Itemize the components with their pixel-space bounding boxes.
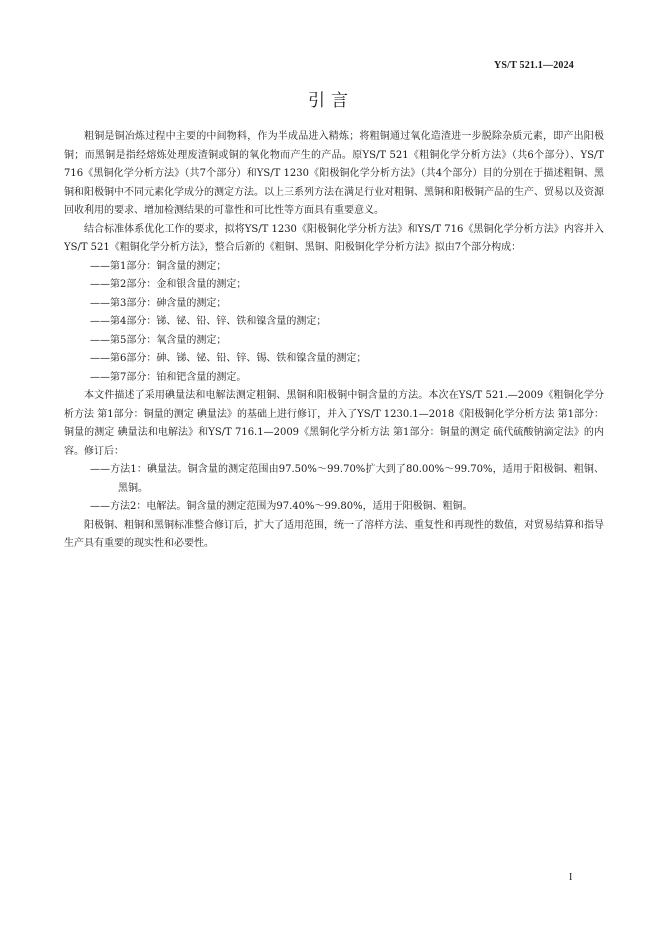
part-list-item: ——第4部分：锑、铋、铅、锌、铁和镍含量的测定；: [90, 316, 327, 327]
paragraph-conclusion: 阳极铜、粗铜和黑铜标准整合修订后，扩大了适用范围，统一了溶样方法、重复性和再现性的数值，对贸易结算和指导生产具有重要的现实性和必要性。: [64, 519, 604, 549]
standard-number: YS/T 521.1—2024: [493, 60, 574, 71]
part-list-item: ——第1部分：铜含量的测定；: [90, 260, 227, 272]
document-body: [64, 128, 604, 554]
page-number: I: [569, 872, 573, 883]
method-list-item: ——方法1：碘量法。铜含量的测定范围由97.50%～99.70%扩大到了80.00%～99.70%，适用于阳极铜、粗铜、黑铜。: [90, 464, 604, 494]
part-list-item: ——第3部分：砷含量的测定；: [90, 297, 227, 309]
part-list-item: ——第2部分：金和银含量的测定；: [90, 279, 247, 290]
paragraph-integration: 结合标准体系优化工作的要求，拟将YS/T 1230《阳极铜化学分析方法》和YS/T 716《黑铜化学分析方法》内容并入YS/T 521《粗铜化学分析方法》，整合后新的《粗铜、黑铜、阳极铜化学分析方法》拟由7个部分构成：: [64, 223, 604, 253]
paragraph-background: 粗铜是铜冶炼过程中主要的中间物料，作为半成品进入精炼；将粗铜通过氧化造渣进一步脱除杂质元素，即产出阳极铜；而黑铜是指经熔炼处理废渣铜或铜的氧化物而产生的产品。原YS/T 521《粗铜化学分析方法》（共6个部分）、YS/T 716《黑铜化学分析方法》（共7个部分）和YS/T 1230《阳极铜化学分析方法》（共4个部分）目的分别在于描述粗铜、黑铜和阳极铜中不同元素化学成分的测定方法。以上三系列方法在满足行业对粗铜、黑铜和阳极铜产品的生产、贸易以及资源回收利用的要求、增加检测结果的可靠性和可比性等方面具有重要意义。: [64, 131, 604, 216]
part-list-item: ——第7部分：铂和钯含量的测定。: [90, 371, 247, 383]
part-list-item: ——第5部分：氧含量的测定；: [90, 334, 227, 346]
method-list-item: ——方法2：电解法。铜含量的测定范围为97.40%～99.80%，适用于阳极铜、粗铜。: [90, 501, 473, 512]
part-list-item: ——第6部分：砷、锑、铋、铅、锌、锡、铁和镍含量的测定；: [90, 353, 367, 364]
page-title: 引言: [308, 91, 354, 111]
paragraph-revision: 本文件描述了采用碘量法和电解法测定粗铜、黑铜和阳极铜中铜含量的方法。本次在YS/T 521.—2009《粗铜化学分析方法 第1部分：铜量的测定 碘量法》的基础上进行修订，并入了YS/T 1230.1—2018《阳极铜化学分析方法 第1部分：铜量的测定 碘量法和电解法》和YS/T 716.1—2009《黑铜化学分析方法 第1部分：铜量的测定 硫代硫酸钠滴定法》的内容。修订后：: [64, 390, 604, 457]
